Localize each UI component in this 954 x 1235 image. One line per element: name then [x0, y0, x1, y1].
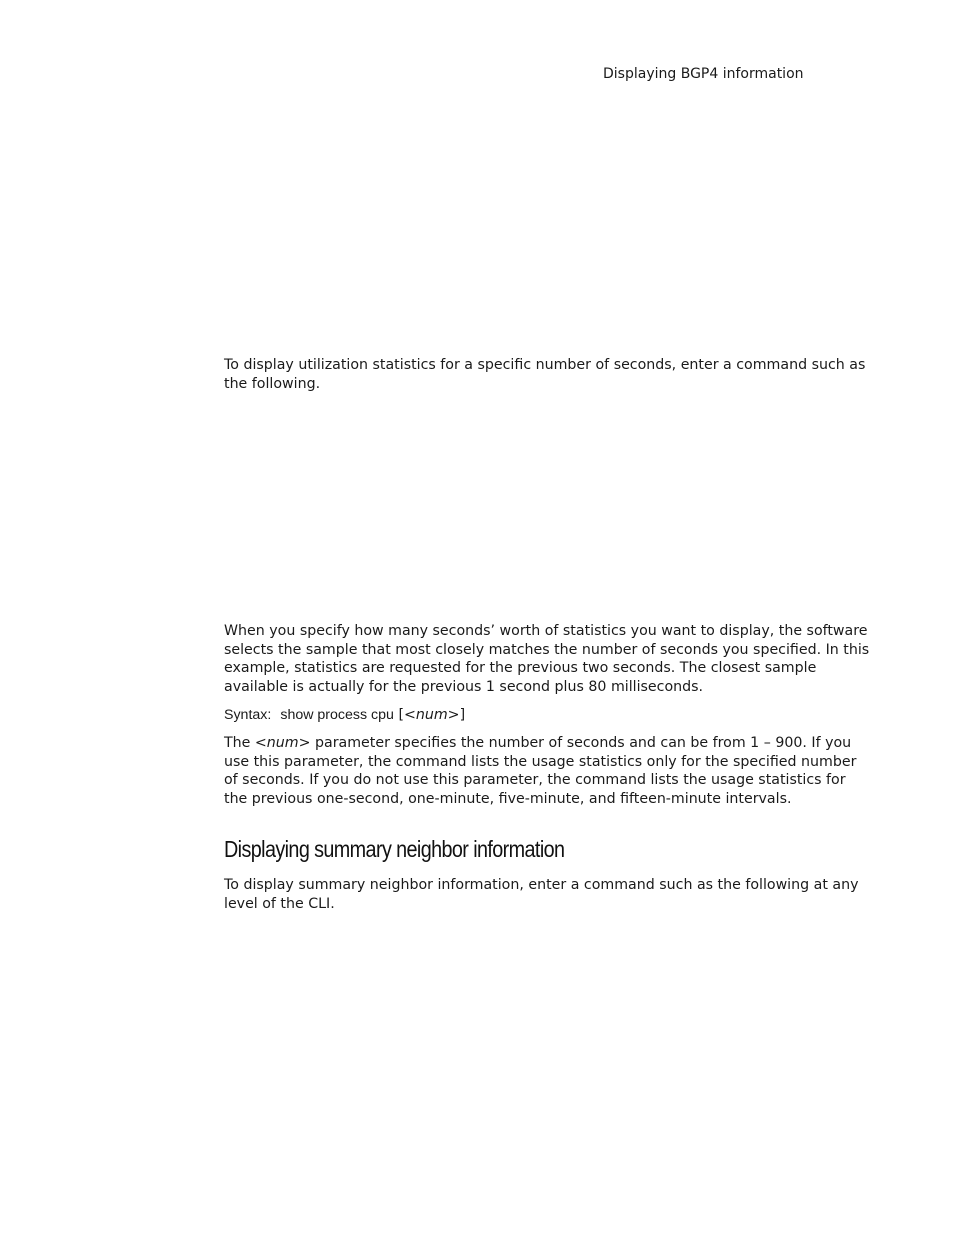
syntax-label: Syntax: [224, 707, 272, 723]
intro-paragraph: To display utilization statistics for a specific number of seconds, enter a command such as the following. [224, 357, 866, 392]
param-desc-lead: The [224, 735, 255, 751]
syntax-param: <num> [403, 707, 460, 723]
explanation-paragraph: When you specify how many seconds’ worth of statistics you want to display, the software selects the sample that most closely matches the number of seconds you specified. In this example, statistics are requested for the previous two seconds. The closest sample available is actually for the previous 1 second plus 80 milliseconds. [224, 623, 870, 695]
syntax-close-bracket: ] [459, 707, 466, 723]
syntax-line [224, 706, 870, 725]
param-desc-text: parameter specifies the number of seconds and can be from 1 – 900. If you use this parameter, the command lists the usage statistics only for the specified number of seconds. If you do not use this parameter, the command lists the usage statistics for the previous one-second, one-minute, five-minute, and fifteen-minute intervals. [224, 735, 857, 807]
parameter-description [224, 734, 870, 808]
summary-paragraph: To display summary neighbor information, enter a command such as the following at any level of the CLI. [224, 877, 859, 912]
syntax-command: show process cpu [280, 707, 394, 723]
syntax-open-bracket: [ [398, 707, 404, 723]
section-heading: Displaying summary neighbor information [224, 836, 565, 862]
running-header: Displaying BGP4 information [603, 66, 804, 82]
param-desc-name: <num> [254, 735, 311, 751]
